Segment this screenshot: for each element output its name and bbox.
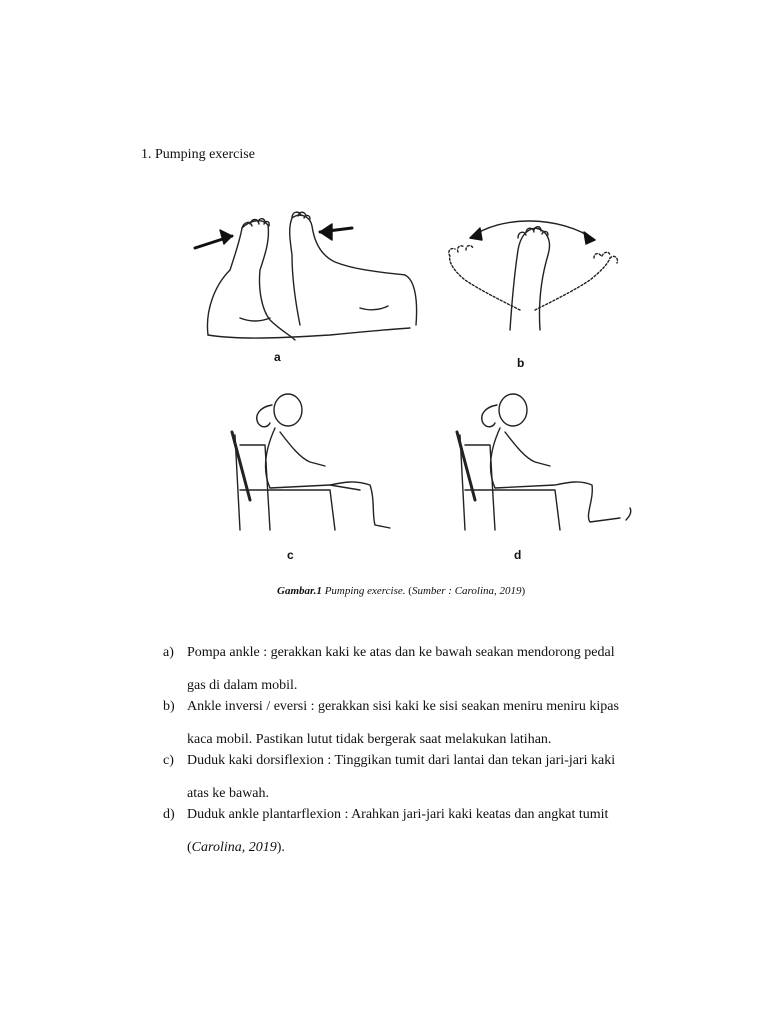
list-marker: c) xyxy=(163,753,174,768)
list-item-line1: Pompa ankle : gerakkan kaki ke atas dan ke bawah seakan mendorong pedal xyxy=(187,645,615,660)
figure-label-a: a xyxy=(274,350,281,364)
list-item xyxy=(163,807,683,861)
list-item xyxy=(163,753,683,807)
figure-caption xyxy=(277,585,525,597)
list-item-line2: atas ke bawah. xyxy=(187,786,270,801)
illustration-c-seated xyxy=(232,394,390,530)
exercise-list xyxy=(163,645,683,861)
list-item-line2: gas di dalam mobil. xyxy=(187,678,298,693)
figure-label-c: c xyxy=(287,548,294,562)
citation-italic: Carolina, 2019 xyxy=(191,840,277,855)
exercise-illustrations xyxy=(180,200,660,580)
list-marker: d) xyxy=(163,807,175,822)
list-item-line1: Ankle inversi / eversi : gerakkan sisi kaki ke sisi seakan meniru meniru kipas xyxy=(187,699,619,714)
caption-italic: Pumping exercise. xyxy=(321,585,406,597)
illustration-b-arrows xyxy=(470,228,595,244)
section-heading: 1. Pumping exercise xyxy=(141,147,255,162)
citation-open: ( xyxy=(187,840,192,855)
exercise-figure xyxy=(180,200,660,580)
illustration-d-seated xyxy=(457,394,631,530)
list-item-line1: Duduk kaki dorsiflexion : Tinggikan tumit dari lantai dan tekan jari-jari kaki xyxy=(187,753,616,768)
caption-source: Sumber : Carolina, 2019 xyxy=(411,585,522,597)
list-item-line2: kaca mobil. Pastikan lutut tidak bergerak saat melakukan latihan. xyxy=(187,732,552,747)
list-item xyxy=(163,645,683,699)
caption-open: ( xyxy=(405,585,412,597)
figure-label-d: d xyxy=(514,548,522,562)
list-item xyxy=(163,699,683,753)
list-item-line2 xyxy=(187,834,683,861)
citation-close: ). xyxy=(276,840,285,855)
list-marker: a) xyxy=(163,645,174,660)
list-item-line1: Duduk ankle plantarflexion : Arahkan jari-jari kaki keatas dan angkat tumit xyxy=(187,807,609,822)
illustration-a-feet xyxy=(207,212,416,340)
caption-close: ) xyxy=(521,585,526,597)
list-marker: b) xyxy=(163,699,175,714)
caption-bold: Gambar.1 xyxy=(277,585,322,597)
illustration-a-arrows xyxy=(195,224,352,248)
figure-label-b: b xyxy=(517,356,525,370)
